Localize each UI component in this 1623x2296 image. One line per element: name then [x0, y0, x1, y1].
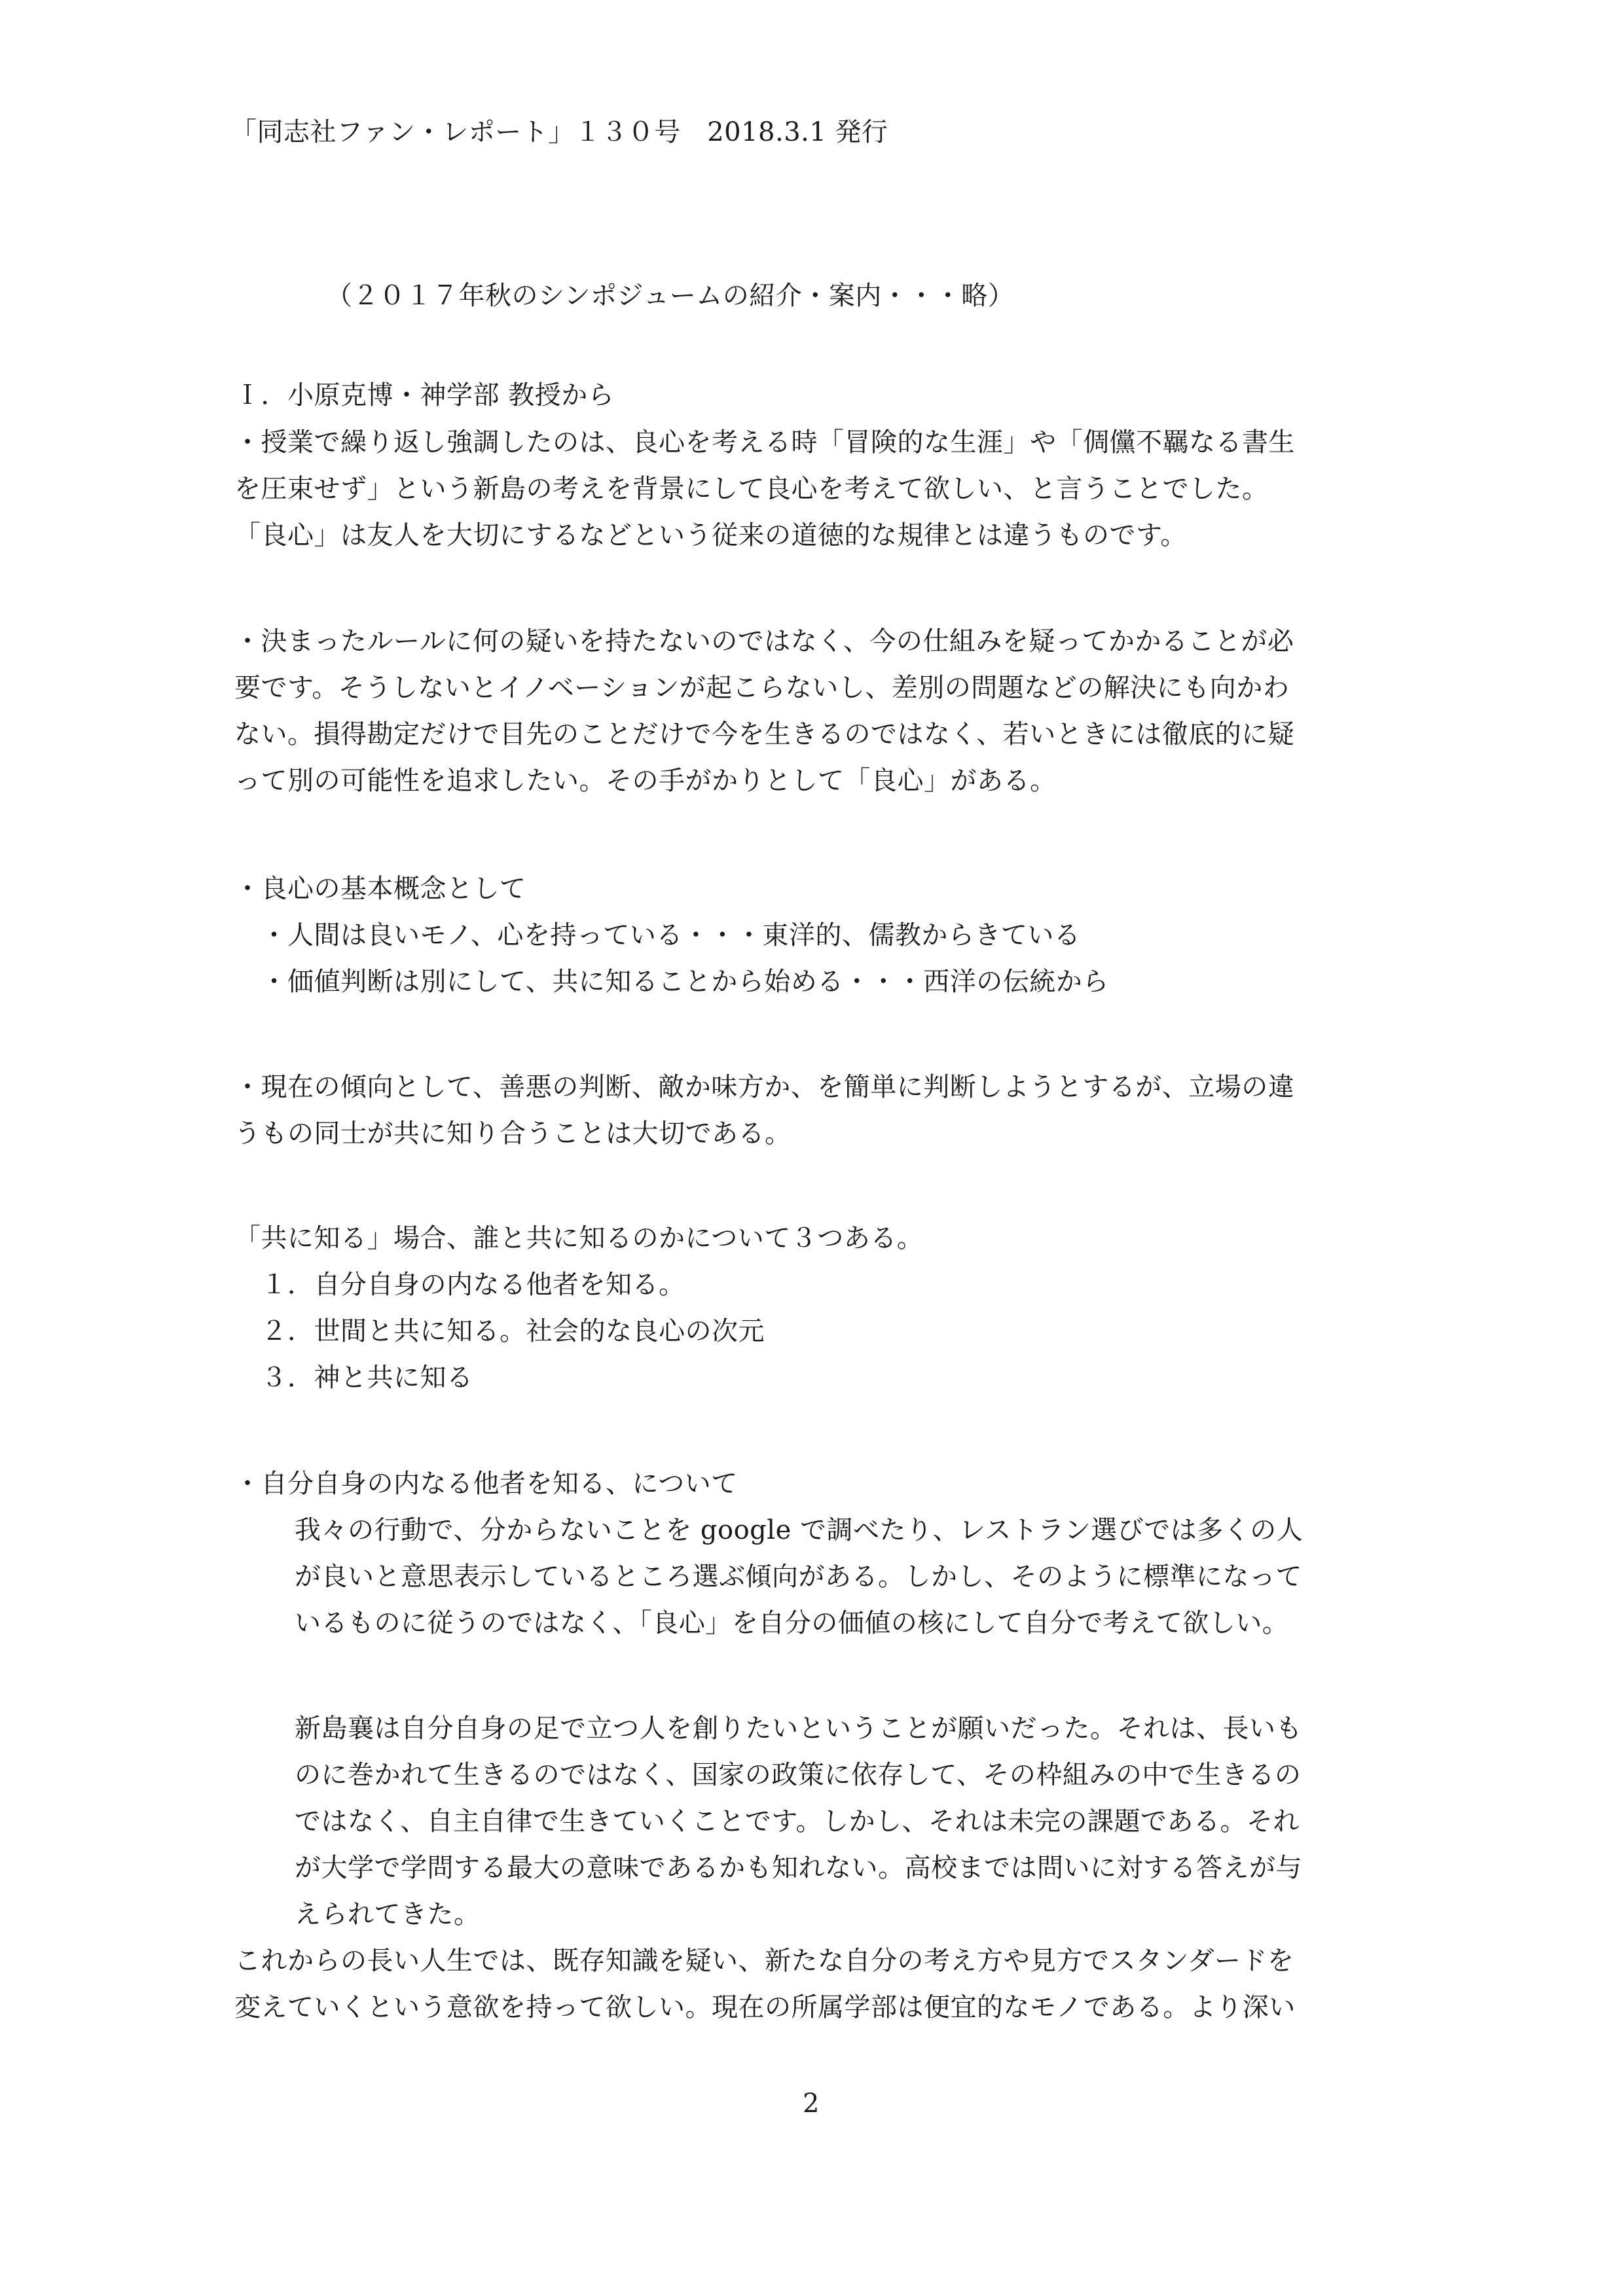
paragraph-line: いるものに従うのではなく、「良心」を自分の価値の核にして自分で考えて欲しい。	[295, 1608, 1289, 1638]
page-number: 2	[803, 2089, 820, 2119]
section-title: Ｉ．小原克博・神学部 教授から	[234, 380, 615, 410]
paragraph-line: 「共に知る」場合、誰と共に知るのかについて３つある。	[234, 1223, 924, 1253]
list-item: ２．世間と共に知る。社会的な良心の次元	[234, 1316, 765, 1346]
paragraph-line: 「良心」は友人を大切にするなどという従来の道徳的な規律とは違うものです。	[234, 520, 1187, 550]
paragraph-line: ・授業で繰り返し強調したのは、良心を考える時「冒険的な生涯」や「倜儻不羈なる書生	[234, 427, 1295, 457]
paragraph-line: のに巻かれて生きるのではなく、国家の政策に依存して、その枠組みの中で生きるの	[295, 1760, 1302, 1790]
paragraph-line: ではなく、自主自律で生きていくことです。しかし、それは未完の課題である。それ	[295, 1806, 1300, 1837]
paragraph-line: が良いと意思表示しているところ選ぶ傾向がある。しかし、そのように標準になって	[295, 1562, 1302, 1592]
paragraph-line: 新島襄は自分自身の足で立つ人を創りたいということが願いだった。それは、長いも	[295, 1713, 1302, 1744]
paragraph-line: ない。損得勘定だけで目先のことだけで今を生きるのではなく、若いときには徹底的に疑	[234, 719, 1295, 749]
paragraph-line: これからの長い人生では、既存知識を疑い、新たな自分の考え方や見方でスタンダードを	[234, 1946, 1294, 1976]
list-item: １．自分自身の内なる他者を知る。	[234, 1270, 685, 1300]
paragraph-line: 我々の行動で、分からないことを google で調べたり、レストラン選びでは多くの人	[295, 1515, 1304, 1545]
paragraph-line: うもの同士が共に知り合うことは大切である。	[234, 1119, 792, 1149]
paragraph-line: ・決まったルールに何の疑いを持たないのではなく、今の仕組みを疑ってかかることが必	[234, 626, 1294, 656]
paragraph-line: って別の可能性を追求したい。その手がかりとして「良心」がある。	[234, 766, 1057, 796]
paragraph-line: ・人間は良いモノ、心を持っている・・・東洋的、儒教からきている	[234, 920, 1081, 950]
paragraph-line: が大学で学問する最大の意味であるかも知れない。高校までは問いに対する答えが与	[295, 1853, 1302, 1883]
list-item: ３．神と共に知る	[234, 1363, 473, 1393]
paragraph-line: を圧束せず」という新島の考えを背景にして良心を考えて欲しい、と言うことでした。	[234, 474, 1269, 504]
paragraph-line: 変えていくという意欲を持って欲しい。現在の所属学部は便宜的なモノである。より深い	[234, 1992, 1296, 2022]
paragraph-line: ・自分自身の内なる他者を知る、について	[234, 1469, 738, 1499]
publication-header: 「同志社ファン・レポート」１３０号 2018.3.1 発行	[230, 117, 888, 147]
paragraph-line: ・良心の基本概念として	[234, 874, 526, 904]
paragraph-line: えられてきた。	[295, 1899, 481, 1929]
paragraph-line: 要です。そうしないとイノベーションが起こらないし、差別の問題などの解決にも向かわ	[234, 673, 1290, 703]
paragraph-line: ・価値判断は別にして、共に知ることから始める・・・西洋の伝統から	[234, 967, 1109, 997]
intro-note: （２０１７年秋のシンポジュームの紹介・案内・・・略）	[326, 281, 1015, 311]
paragraph-line: ・現在の傾向として、善悪の判断、敵か味方か、を簡単に判断しようとするが、立場の違	[234, 1072, 1295, 1102]
